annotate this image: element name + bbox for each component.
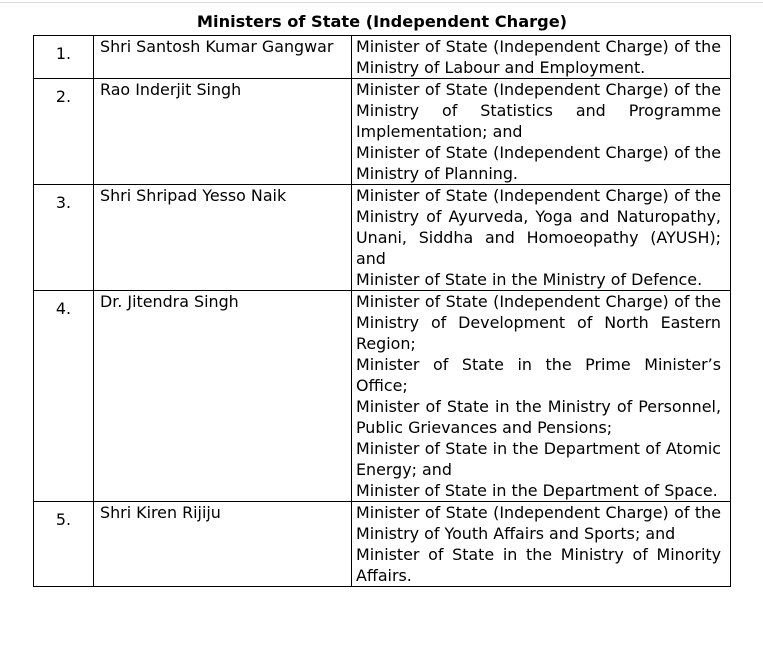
minister-name: Dr. Jitendra Singh <box>94 291 352 502</box>
minister-name: Shri Shripad Yesso Naik <box>94 185 352 291</box>
table-row <box>34 185 731 291</box>
portfolio-entry: Minister of State (Independent Charge) of the Ministry of Labour and Employment. <box>356 37 721 77</box>
portfolio-entry: Minister of State in the Prime Minister’s Office; <box>356 355 721 395</box>
serial-number-cell <box>34 36 94 79</box>
table-row <box>34 291 731 502</box>
portfolio-cell <box>352 185 731 291</box>
serial-number-cell <box>34 79 94 185</box>
portfolio-entry: Minister of State (Independent Charge) of the Ministry of Youth Affairs and Sports; and <box>356 503 721 543</box>
minister-name: Rao Inderjit Singh <box>94 79 352 185</box>
portfolio-entry: Minister of State in the Department of Atomic Energy; and <box>356 439 721 479</box>
serial-number: 2. <box>55 87 72 106</box>
portfolio-entry: Minister of State in the Department of Space. <box>356 481 718 500</box>
serial-number: 1. <box>55 44 72 63</box>
serial-number: 5. <box>55 510 72 529</box>
portfolio-cell <box>352 291 731 502</box>
portfolio-entry: Minister of State (Independent Charge) of the Ministry of Planning. <box>356 143 721 183</box>
minister-name: Shri Kiren Rijiju <box>94 502 352 587</box>
portfolio-entry: Minister of State in the Ministry of Minority Affairs. <box>356 545 721 585</box>
minister-name: Shri Santosh Kumar Gangwar <box>94 36 352 79</box>
table-row <box>34 502 731 587</box>
portfolio-entry: Minister of State (Independent Charge) of the Ministry of Statistics and Programme Implementation; and <box>356 80 721 141</box>
table-row <box>34 36 731 79</box>
serial-number-cell <box>34 291 94 502</box>
portfolio-entry: Minister of State (Independent Charge) of the Ministry of Development of North Eastern Region; <box>356 292 721 353</box>
portfolio-entry: Minister of State (Independent Charge) of the Ministry of Ayurveda, Yoga and Naturopathy, Unani, Siddha and Homoeopathy (AYUSH); and <box>356 186 721 268</box>
serial-number: 4. <box>55 299 72 318</box>
table-row <box>34 79 731 185</box>
serial-number-cell <box>34 502 94 587</box>
portfolio-entry: Minister of State in the Ministry of Defence. <box>356 270 703 289</box>
serial-number: 3. <box>55 193 72 212</box>
portfolio-cell <box>352 36 731 79</box>
serial-number-cell <box>34 185 94 291</box>
page-title: Ministers of State (Independent Charge) <box>196 12 568 31</box>
portfolio-entry: Minister of State in the Ministry of Personnel, Public Grievances and Pensions; <box>356 397 721 437</box>
top-divider <box>0 2 763 3</box>
ministers-table <box>33 35 731 587</box>
portfolio-cell <box>352 502 731 587</box>
portfolio-cell <box>352 79 731 185</box>
